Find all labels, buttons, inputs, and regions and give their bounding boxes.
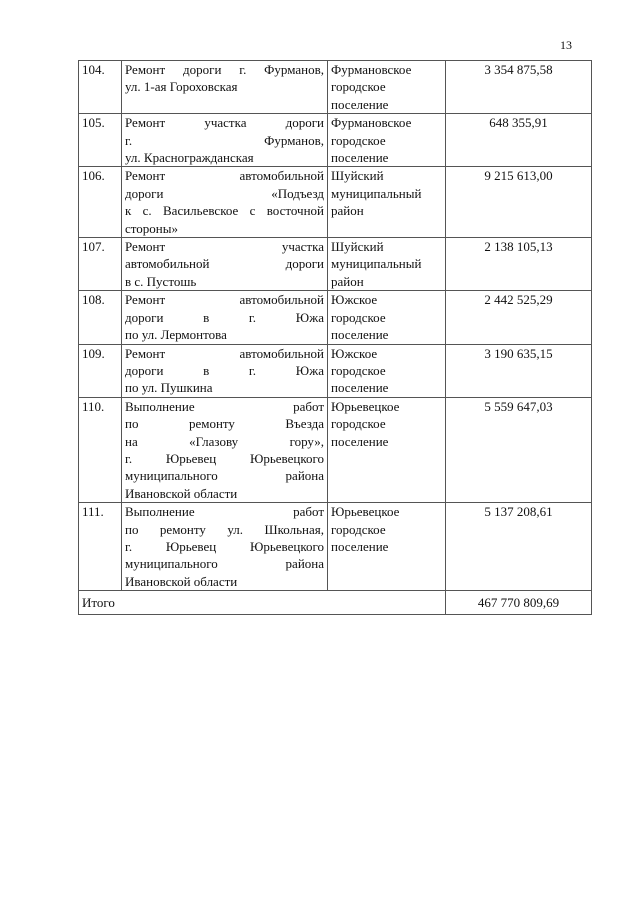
amount: 648 355,91 <box>446 114 592 167</box>
municipality-line: Шуйский <box>331 168 384 184</box>
municipality-line: муниципальный <box>331 185 422 201</box>
description-line: Ремонт участка <box>125 239 324 255</box>
work-description <box>122 397 328 502</box>
table-row <box>79 503 592 591</box>
municipality-line: Юрьевецкое <box>331 504 400 520</box>
municipality-line: городское <box>331 132 386 148</box>
municipality-line: Юрьевецкое <box>331 398 400 414</box>
municipality-line: поселение <box>331 380 389 396</box>
work-description <box>122 114 328 167</box>
municipality-line: поселение <box>331 96 389 112</box>
row-number: 106. <box>79 167 122 238</box>
amount: 2 138 105,13 <box>446 238 592 291</box>
municipality-line: городское <box>331 79 386 95</box>
amount: 5 559 647,03 <box>446 397 592 502</box>
municipality-line: поселение <box>331 433 389 449</box>
amount: 3 190 635,15 <box>446 344 592 397</box>
municipality <box>328 114 446 167</box>
municipality-line: поселение <box>331 150 389 166</box>
description-line: дороги в г. Южа <box>125 362 324 378</box>
table-row <box>79 61 592 114</box>
table-body <box>79 61 592 615</box>
table-row <box>79 238 592 291</box>
table-row <box>79 114 592 167</box>
page-number: 13 <box>560 38 572 52</box>
municipality-line: Южское <box>331 292 378 308</box>
description-line: дороги «Подъезд <box>125 185 324 201</box>
municipality <box>328 61 446 114</box>
description-line: Ремонт дороги г. Фурманов, <box>125 62 324 77</box>
row-number: 111. <box>79 503 122 591</box>
description-line: Ивановской области <box>125 573 238 589</box>
work-description <box>122 344 328 397</box>
description-line: Ремонт автомобильной <box>125 168 324 184</box>
row-number: 110. <box>79 397 122 502</box>
row-number: 108. <box>79 291 122 344</box>
municipality <box>328 291 446 344</box>
municipality <box>328 344 446 397</box>
municipality-line: Фурмановское <box>331 115 412 131</box>
amount: 2 442 525,29 <box>446 291 592 344</box>
description-line: Выполнение работ <box>125 504 324 520</box>
table-row <box>79 291 592 344</box>
row-number: 105. <box>79 114 122 167</box>
description-line: г. Юрьевец Юрьевецкого <box>125 538 324 554</box>
municipality-line: городское <box>331 362 386 378</box>
amount: 5 137 208,61 <box>446 503 592 591</box>
municipality-line: поселение <box>331 538 389 554</box>
description-line: на «Глазову гору», <box>125 433 324 449</box>
work-description <box>122 503 328 591</box>
total-label: Итого <box>79 591 446 615</box>
municipality-line: Южское <box>331 345 378 361</box>
row-number: 109. <box>79 344 122 397</box>
municipality <box>328 397 446 502</box>
description-line: Ремонт участка дороги <box>125 115 324 131</box>
amount: 9 215 613,00 <box>446 167 592 238</box>
description-line: по ул. Пушкина <box>125 380 213 396</box>
row-number: 107. <box>79 238 122 291</box>
row-number: 104. <box>79 61 122 114</box>
program-table <box>78 60 592 615</box>
amount: 3 354 875,58 <box>446 61 592 114</box>
description-line: Выполнение работ <box>125 398 324 414</box>
description-line: Ивановской области <box>125 485 238 501</box>
work-description <box>122 238 328 291</box>
description-line: стороны» <box>125 220 178 236</box>
description-line: ул. 1-ая Гороховская <box>125 79 238 95</box>
description-line: муниципального района <box>125 556 324 572</box>
description-line: по ремонту ул. Школьная, <box>125 521 324 537</box>
work-description <box>122 291 328 344</box>
description-line: в с. Пустошь <box>125 273 197 289</box>
description-line: автомобильной дороги <box>125 256 324 272</box>
description-line: Ремонт автомобильной <box>125 345 324 361</box>
municipality-line: поселение <box>331 327 389 343</box>
description-line: г. Юрьевец Юрьевецкого <box>125 450 324 466</box>
municipality-line: Шуйский <box>331 239 384 255</box>
description-line: г. Фурманов, <box>125 132 324 148</box>
municipality <box>328 167 446 238</box>
total-amount: 467 770 809,69 <box>446 591 592 615</box>
municipality-line: городское <box>331 521 386 537</box>
municipality-line: муниципальный <box>331 256 422 272</box>
total-row <box>79 591 592 615</box>
municipality-line: городское <box>331 416 386 432</box>
description-line: по ремонту Въезда <box>125 416 324 432</box>
description-line: дороги в г. Южа <box>125 309 324 325</box>
work-description <box>122 61 328 114</box>
municipality-line: городское <box>331 309 386 325</box>
description-line: ул. Красногражданская <box>125 150 254 166</box>
municipality <box>328 503 446 591</box>
table-row <box>79 167 592 238</box>
description-line: по ул. Лермонтова <box>125 327 227 343</box>
municipality-line: Фурмановское <box>331 62 412 77</box>
table-row <box>79 397 592 502</box>
municipality-line: район <box>331 273 364 289</box>
description-line: муниципального района <box>125 468 324 484</box>
table-row <box>79 344 592 397</box>
description-line: Ремонт автомобильной <box>125 292 324 308</box>
work-description <box>122 167 328 238</box>
municipality <box>328 238 446 291</box>
municipality-line: район <box>331 203 364 219</box>
description-line: к с. Васильевское с восточной <box>125 203 324 219</box>
